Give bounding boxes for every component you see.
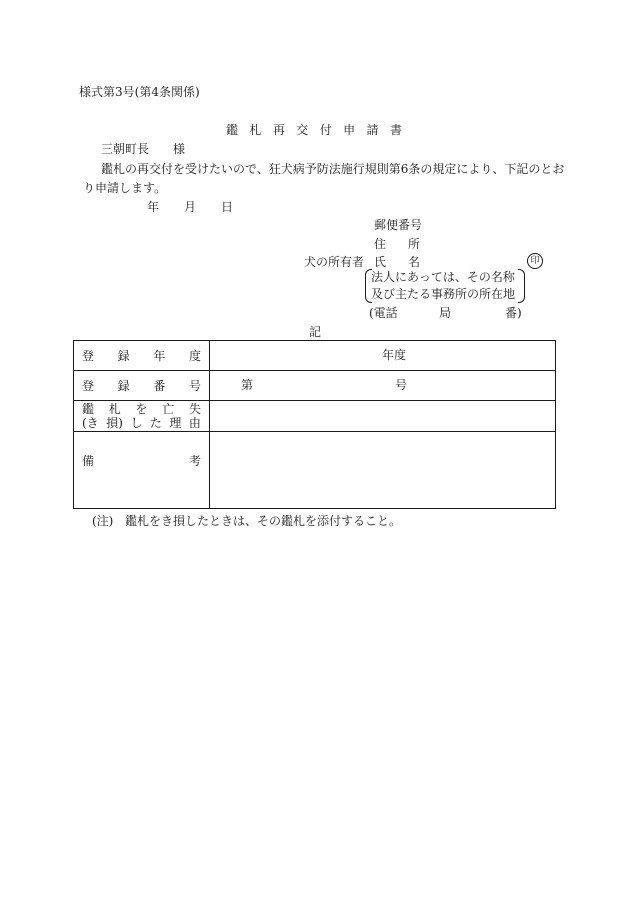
phone-number: 番) <box>505 306 522 320</box>
corporation-note-line-2: 及び主たる事務所の所在地 <box>371 287 516 301</box>
addressee-honorific: 様 <box>173 142 186 156</box>
registration-number-field[interactable] <box>210 371 556 401</box>
table-row <box>74 371 556 401</box>
date-day: 日 <box>221 200 234 214</box>
registration-number-prefix: 第 <box>241 378 254 392</box>
registration-year-field[interactable] <box>210 341 556 371</box>
form-number: 様式第3号(第4条関係) <box>79 85 200 99</box>
registration-number-suffix: 号 <box>395 378 408 392</box>
note-text: 鑑札をき損したときは、その鑑札を添付すること。 <box>125 514 402 528</box>
ki-heading: 記 <box>309 325 322 339</box>
application-table <box>73 340 556 509</box>
table-row <box>74 341 556 371</box>
loss-reason-field[interactable] <box>210 401 556 432</box>
body-line-2: り申請します。 <box>83 181 167 195</box>
table-row <box>74 401 556 432</box>
note-mark: (注) <box>92 514 114 528</box>
remarks-field[interactable] <box>210 432 556 509</box>
owner-label: 犬の所有者 <box>304 255 365 269</box>
seal-mark: 印 <box>527 253 543 269</box>
postal-code-label: 郵便番号 <box>374 218 423 232</box>
registration-year-label: 登 録 年 度 <box>74 341 210 371</box>
phone-station: 局 <box>439 306 452 320</box>
registration-year-value: 年度 <box>382 348 407 362</box>
remarks-label: 備 考 <box>74 432 210 509</box>
date-month: 月 <box>184 200 197 214</box>
corporation-note-line-1: 法人にあっては、その名称 <box>371 270 515 284</box>
address-label: 住 所 <box>374 237 420 251</box>
corporation-note <box>365 268 525 304</box>
table-row <box>74 432 556 509</box>
loss-reason-label: 鑑 札 を 亡 失 (き 損) し た 理 由 <box>74 401 210 432</box>
addressee-name: 三朝町長 <box>101 142 150 156</box>
right-bracket <box>518 269 525 303</box>
name-label: 氏 名 <box>374 255 420 269</box>
phone-open: (電話 <box>369 306 398 320</box>
body-line-1: 鑑札の再交付を受けたいので、狂犬病予防法施行規則第6条の規定により、下記のとお <box>101 162 565 176</box>
registration-number-label: 登 録 番 号 <box>74 371 210 401</box>
page-title: 鑑 札 再 交 付 申 請 書 <box>226 123 402 137</box>
date-year: 年 <box>147 200 160 214</box>
